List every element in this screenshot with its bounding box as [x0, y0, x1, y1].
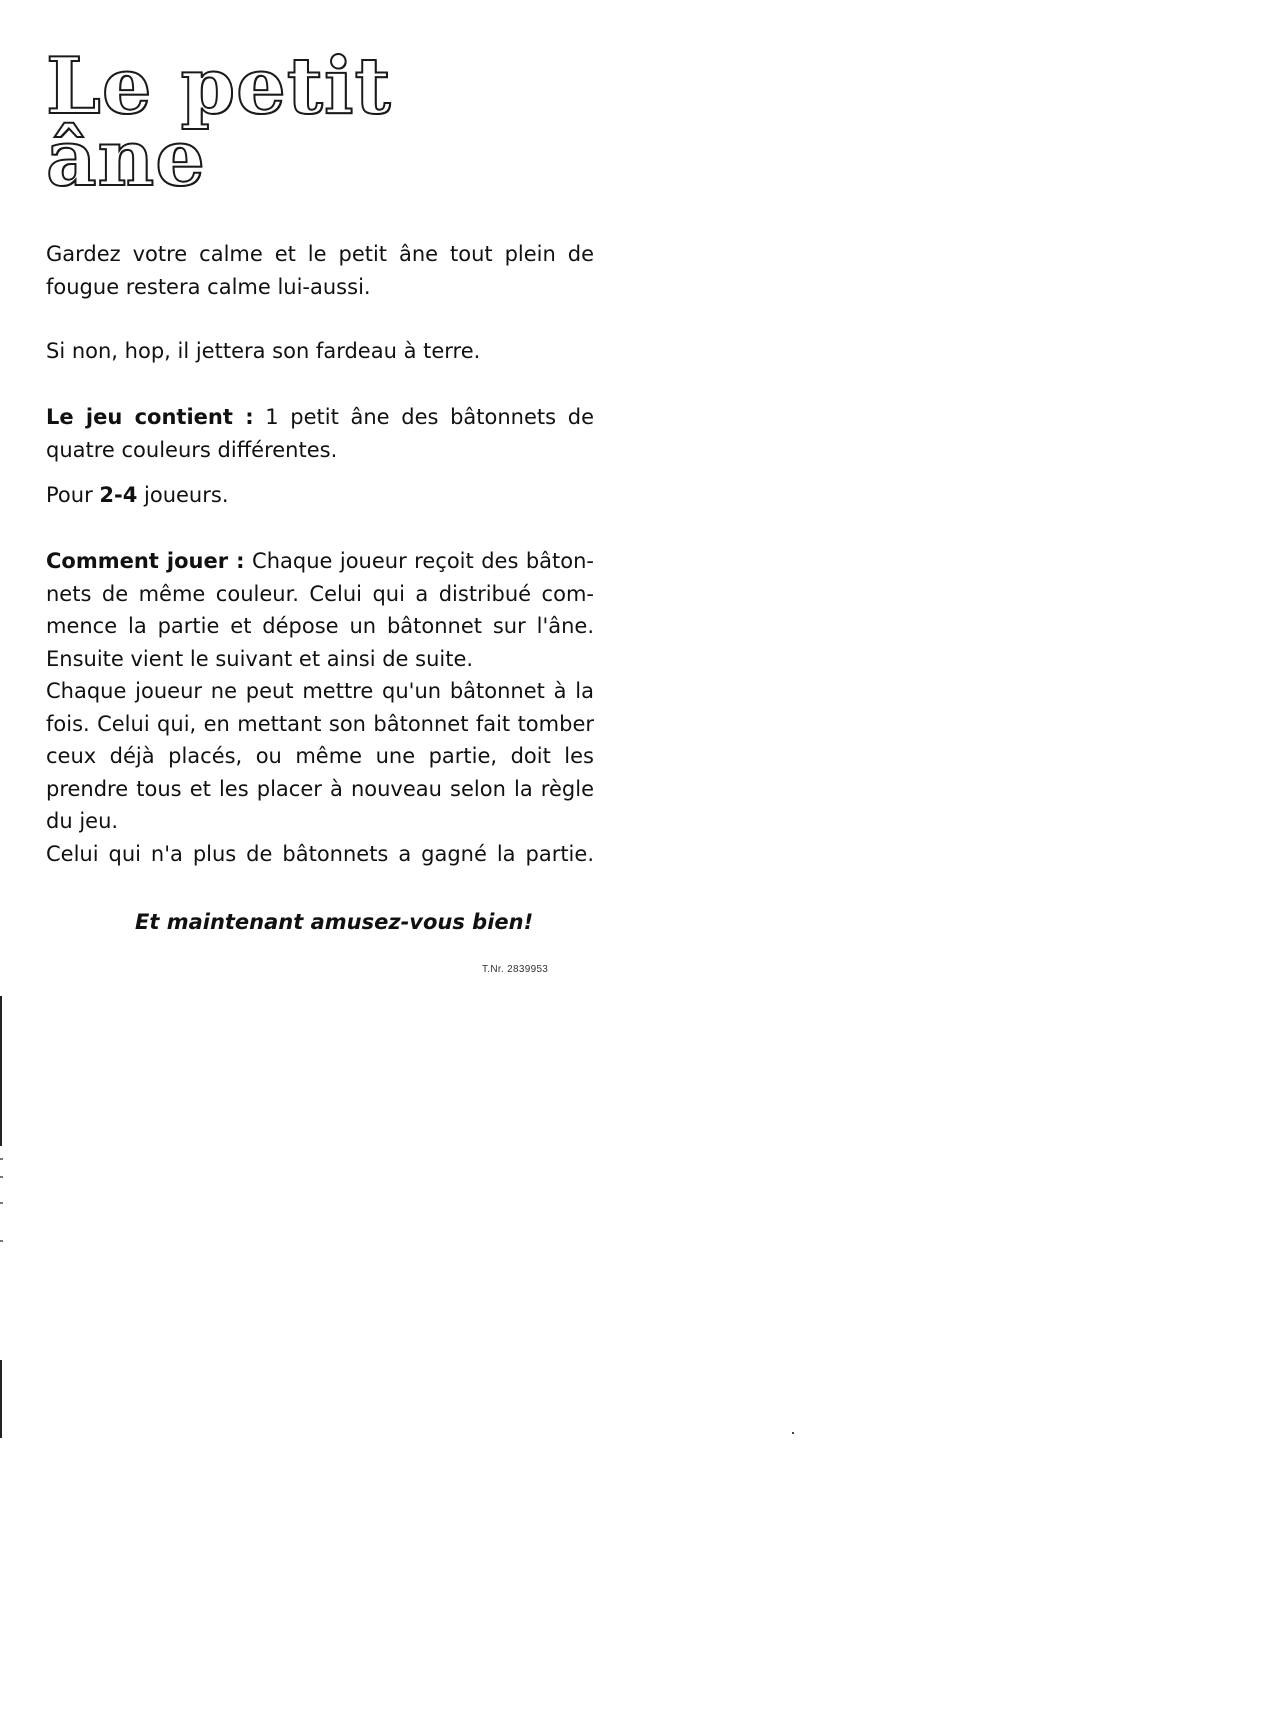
how-to-play-paragraph — [46, 545, 594, 870]
scan-tick-mark — [0, 1202, 3, 1204]
how-to-play-line-9: du jeu. — [46, 809, 119, 833]
how-to-play-line-3: mence la partie et dépose un bâtonnet sur l'âne. — [46, 614, 594, 638]
how-to-play-line-2: nets de même couleur. Celui qui a distribué com- — [46, 581, 594, 606]
scan-edge-mark — [0, 996, 2, 1146]
how-to-play-line-1 — [46, 545, 594, 578]
contents-label: Le jeu contient : — [46, 405, 254, 429]
contents-line-1-text: 1 petit âne des bâtonnets de — [253, 405, 594, 429]
intro-paragraph — [46, 238, 594, 303]
how-to-play-line-8: prendre tous et les placer à nouveau selon la règle — [46, 776, 594, 801]
players-prefix: Pour — [46, 483, 100, 507]
how-to-play-line-6: fois. Celui qui, en mettant son bâtonnet fait tomber — [46, 711, 594, 736]
title-line-1: Le petit — [46, 41, 392, 132]
contents-line-2: quatre couleurs différentes. — [46, 437, 338, 462]
how-to-play-line-1-text: Chaque joueur reçoit des bâton- — [244, 549, 594, 573]
how-to-play-line-7: ceux déjà placés, ou même une partie, doit les — [46, 744, 594, 768]
scan-tick-mark — [0, 1240, 3, 1242]
scan-speck — [792, 1432, 794, 1434]
intro-line-1: Gardez votre calme et le petit âne tout plein de — [46, 242, 594, 266]
contents-line-1 — [46, 401, 594, 434]
closing-line: Et maintenant amusez-vous bien! — [135, 910, 534, 934]
intro-line-2: fougue restera calme lui-aussi. — [46, 274, 371, 299]
contents-paragraph — [46, 401, 594, 466]
scan-tick-mark — [0, 1158, 3, 1160]
warning-paragraph: Si non, hop, il jettera son fardeau à terre. — [46, 339, 481, 363]
scan-tick-mark — [0, 1176, 3, 1178]
players-count: 2-4 — [99, 483, 138, 507]
title-line-2: âne — [46, 113, 206, 204]
reference-number: T.Nr. 2839953 — [482, 964, 549, 975]
players-suffix: joueurs. — [137, 483, 229, 507]
how-to-play-label: Comment jouer : — [46, 549, 245, 573]
scan-edge-mark — [0, 1360, 2, 1438]
how-to-play-line-10: Celui qui n'a plus de bâtonnets a gagné la partie. — [46, 841, 594, 866]
how-to-play-line-5: Chaque joueur ne peut mettre qu'un bâtonnet à la — [46, 679, 594, 703]
players-paragraph — [46, 479, 594, 512]
how-to-play-line-4: Ensuite vient le suivant et ainsi de suite. — [46, 646, 474, 671]
